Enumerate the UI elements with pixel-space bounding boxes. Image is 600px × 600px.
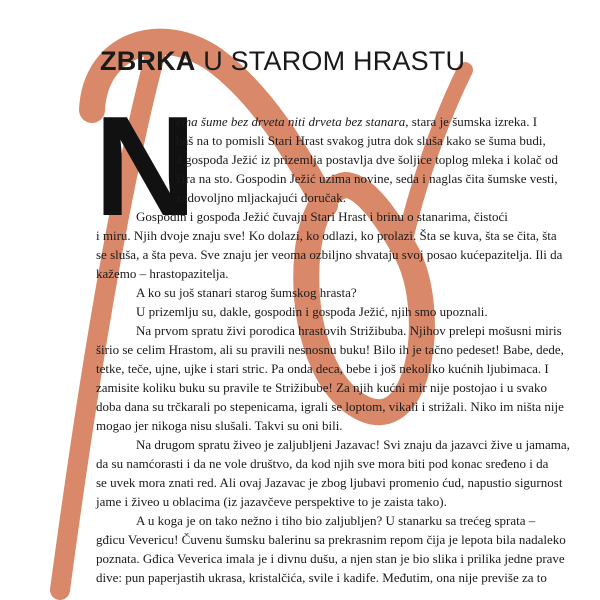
paragraph-2-line-2: i miru. Njih dvoje znaju sve! Ko dolazi, ko odlazi, ko prolazi. Šta se kuva, šta se čita, šta (96, 228, 557, 243)
paragraph-7-line-1: A u koga je on tako nežno i tiho bio zaljubljen? U stanarku sa trećeg sprata – (136, 513, 536, 528)
paragraph-1-line-5: zadovoljno mljackajući doručak. (176, 190, 347, 205)
paragraph-5-line-3: tetke, teče, ujne, ujke i stari stric. Pa onda deca, bebe i još nekoliko kućnih ljubimaca. I (96, 361, 549, 376)
paragraph-1-line-1-rest: , stara je šumska izreka. I (405, 114, 538, 129)
story-text (96, 112, 576, 587)
paragraph-7-line-4: dive: pun paperjastih ukrasa, kristalčića, svile i kadife. Međutim, ona nije previše za to (96, 570, 547, 585)
paragraph-6-line-4: jame i živeo u oblacima (iz jazavčeve perspektive to je zaista tako). (96, 494, 447, 509)
paragraph-2-line-1: Gospodin i gospođa Ježić čuvaju Stari Hrast i brinu o stanarima, čistoći (136, 209, 508, 224)
paragraph-5-line-1: Na prvom spratu živi porodica hrastovih Strižibuba. Njihov prelepi mošusni miris (136, 323, 562, 338)
paragraph-3: A ko su još stanari starog šumskog hrasta? (136, 285, 357, 300)
paragraph-5-line-4: zamisite koliku buku su pravile te Strižibube! Za njih kućni mir nije postojao i u svako (96, 380, 547, 395)
title-bold-word: ZBRKA (100, 46, 196, 76)
paragraph-4: U prizemlju su, dakle, gospodin i gospođa Ježić, njih smo upoznali. (136, 304, 488, 319)
page-title (100, 46, 465, 77)
paragraph-7-line-3: poznata. Gđica Veverica imala je i divnu dušu, a njen stan je bio slika i prilika jedne prave (96, 551, 565, 566)
paragraph-6-line-2: da su namćorasti i da ne vole društvo, da kod njih sve mora biti pod konac sređeno i da (96, 456, 549, 471)
paragraph-1-line-2: baš na to pomisli Stari Hrast svakog jutra dok sluša kako se šuma budi, (176, 133, 546, 148)
opening-proverb: ema šume bez drveta niti drveta bez stanara (176, 114, 406, 129)
paragraph-1-line-4: žira na sto. Gospodin Ježić uzima novine, seda i naglas čita šumske vesti, (176, 171, 558, 186)
paragraph-2-line-4: kažemo – hrastopazitelja. (96, 266, 229, 281)
paragraph-1-line-1 (96, 112, 576, 131)
paragraph-7-line-2: gđicu Vevericu! Čuvenu šumsku balerinu sa prekrasnim repom čija je lepota bila nadaleko (96, 532, 566, 547)
paragraph-6-line-3: se uvek mora znati red. Ali ovaj Jazavac je zbog ljubavi promenio ćud, napustio sigurnost (96, 475, 563, 490)
paragraph-1-line-3: a gospođa Ježić iz prizemlja postavlja dve šoljice toplog mleka i kolač od (176, 152, 558, 167)
title-rest: U STAROM HRASTU (195, 46, 466, 76)
paragraph-5-line-2: širio se celim Hrastom, ali su pravili nesnosnu buku! Bilo ih je tačno pedeset! Babe, dede, (96, 342, 564, 357)
paragraph-5-line-6: mogao jer nikoga nisu slušali. Takvi su oni bili. (96, 418, 343, 433)
paragraph-5-line-5: doba dana su trčkarali po stepenicama, igrali se loptom, vikali i strižali. Niko im ništa nije (96, 399, 564, 414)
paragraph-6-line-1: Na drugom spratu živeo je zaljubljeni Jazavac! Svi znaju da jazavci žive u jamama, (136, 437, 570, 452)
paragraph-2-line-3: se sluša, a šta peva. Sve znaju jer veoma ozbiljno shvataju svoj posao kućepazitelja. Ili da (96, 247, 563, 262)
drop-cap-letter: N (94, 87, 197, 246)
